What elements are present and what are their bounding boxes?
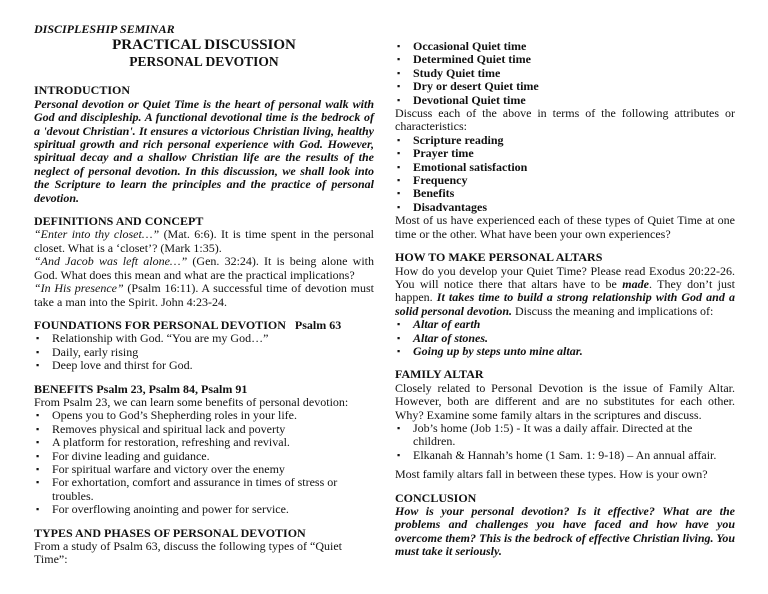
family-altar-text: Closely related to Personal Devotion is the issue of Family Altar. However, both are different and are no substitutes for each other. Why? Examine some family altars in the scriptures and discuss. xyxy=(395,380,735,422)
definition-closet-quote: “Enter into thy closet…” xyxy=(34,227,160,242)
seminar-label: DISCIPLESHIP SEMINAR xyxy=(34,22,175,36)
list-item: ▪ Elkanah & Hannah’s home (1 Sam. 1: 9-18) – An annual affair. xyxy=(397,447,717,462)
bullet-icon: ▪ xyxy=(397,449,401,460)
introduction-heading: INTRODUCTION xyxy=(34,83,131,98)
definition-presence xyxy=(34,282,374,309)
bullet-icon: ▪ xyxy=(397,319,401,330)
list-item: ▪ Benefits xyxy=(397,186,455,201)
right-column xyxy=(395,40,735,559)
family-altar-closing: Most family altars fall in between these types. How is your own? xyxy=(395,467,708,482)
page-title: PRACTICAL DISCUSSION xyxy=(112,37,296,54)
bullet-icon: ▪ xyxy=(397,81,401,92)
bullet-icon: ▪ xyxy=(397,134,401,145)
bullet-icon: ▪ xyxy=(397,422,401,433)
list-item: ▪ For exhortation, comfort and assurance in times of stress or troubles. xyxy=(36,475,338,503)
types-heading: TYPES AND PHASES OF PERSONAL DEVOTION xyxy=(34,525,306,540)
list-item: ▪ For divine leading and guidance. xyxy=(36,448,210,463)
introduction-text: Personal devotion or Quiet Time is the heart of personal walk with God and discipleship. A functional devotional time is the bedrock of a 'devout Christian'. It ensures a victorious Christian living, healthy spiritual growth and rich personal experience with God. However, spiritual decay and a shallow Christian life are the results of the neglect of personal devotion. In this discussion, we shall look into the Scripture to learn the principles and the practice of personal devotion. xyxy=(34,96,374,205)
conclusion-text: How is your personal devotion? Is it effective? What are the problems and challenges you have faced and how have you overcome them? This is the bedrock of effective Christian living. You must take it seriously. xyxy=(395,504,735,559)
list-item: ▪ Scripture reading xyxy=(397,132,504,147)
list-item: ▪ Job’s home (Job 1:5) - It was a daily affair. Directed at the children. xyxy=(397,420,693,449)
page-subtitle: PERSONAL DEVOTION xyxy=(129,54,279,70)
bullet-icon: ▪ xyxy=(36,450,40,461)
definition-alone-text: (Gen. 32:24). It is being alone with God. What does this mean and what are the practical implications? xyxy=(34,254,374,282)
bullet-icon: ▪ xyxy=(397,345,401,356)
conclusion-heading: CONCLUSION xyxy=(395,490,477,505)
bullet-icon: ▪ xyxy=(397,175,401,186)
list-item: ▪ Prayer time xyxy=(397,146,474,161)
foundations-heading: FOUNDATIONS FOR PERSONAL DEVOTION Psalm 63 xyxy=(34,317,342,332)
bullet-icon: ▪ xyxy=(36,423,40,434)
list-item: ▪ Removes physical and spiritual lack and poverty xyxy=(36,421,286,436)
definition-presence-quote: “In His presence” xyxy=(34,281,124,296)
family-altar-heading: FAMILY ALTAR xyxy=(395,367,484,382)
foundations-list xyxy=(34,332,374,372)
list-item: ▪ Deep love and thirst for God. xyxy=(36,358,193,373)
definition-presence-text: (Psalm 16:11). A successful time of devotion must take a man into the Spirit. John 4:23-24. xyxy=(34,281,374,309)
list-item: ▪ Altar of stones. xyxy=(397,330,489,345)
bullet-icon: ▪ xyxy=(397,94,401,105)
list-item: ▪ Dry or desert Quiet time xyxy=(397,79,539,94)
list-item: ▪ Emotional satisfaction xyxy=(397,159,528,174)
bullet-icon: ▪ xyxy=(36,360,40,371)
benefits-heading: BENEFITS Psalm 23, Psalm 84, Psalm 91 xyxy=(34,381,248,396)
altars-text: How do you develop your Quiet Time? Please read Exodus 20:22-26. You will notice there that altars have to be made. They don’t just happen. It takes time to build a strong relationship with God and a solid personal devotion. Discuss the meaning and implications of: xyxy=(395,263,736,318)
list-item: ▪ Altar of earth xyxy=(397,317,481,332)
altars-list xyxy=(395,318,735,358)
quiet-time-types-list xyxy=(395,40,735,107)
list-item: ▪ Devotional Quiet time xyxy=(397,92,526,107)
definition-alone-quote: “And Jacob was left alone…” xyxy=(34,254,188,269)
benefits-list xyxy=(34,409,374,516)
list-item: ▪ For overflowing anointing and power for service. xyxy=(36,502,289,517)
bullet-icon: ▪ xyxy=(397,332,401,343)
bullet-icon: ▪ xyxy=(397,201,401,212)
bullet-icon: ▪ xyxy=(397,188,401,199)
definition-closet xyxy=(34,228,374,255)
benefits-intro: From Psalm 23, we can learn some benefits of personal devotion: xyxy=(34,394,349,409)
altars-heading: HOW TO MAKE PERSONAL ALTARS xyxy=(395,250,603,265)
bullet-icon: ▪ xyxy=(36,346,40,357)
definition-closet-text: (Mat. 6:6). It is time spent in the personal closet. What is a ‘closet’? (Mark 1:35). xyxy=(34,227,374,255)
list-item: ▪ A platform for restoration, refreshing and revival. xyxy=(36,435,290,450)
bullet-icon: ▪ xyxy=(397,41,401,51)
list-item: ▪ Relationship with God. “You are my God…” xyxy=(36,331,269,346)
list-item: ▪ Opens you to God’s Shepherding roles in your life. xyxy=(36,408,297,423)
types-intro: From a study of Psalm 63, discuss the following types of “Quiet Time”: xyxy=(34,539,342,567)
bullet-icon: ▪ xyxy=(397,148,401,159)
list-item: ▪ Frequency xyxy=(397,173,468,188)
definitions-heading: DEFINITIONS AND CONCEPT xyxy=(34,214,204,229)
list-item: ▪ Going up by steps unto mine altar. xyxy=(397,343,583,358)
list-item: ▪ For spiritual warfare and victory over the enemy xyxy=(36,461,285,476)
bullet-icon: ▪ xyxy=(397,67,401,78)
list-item: ▪ Daily, early rising xyxy=(36,344,139,359)
family-altar-list xyxy=(395,422,735,462)
attributes-intro: Discuss each of the above in terms of the following attributes or characteristics: xyxy=(395,106,735,134)
definition-alone xyxy=(34,255,374,282)
list-item: ▪ Occasional Quiet time xyxy=(397,39,527,53)
bullet-icon: ▪ xyxy=(36,504,40,515)
bullet-icon: ▪ xyxy=(36,463,40,474)
list-item: ▪ Disadvantages xyxy=(397,199,488,214)
attributes-list xyxy=(395,134,735,214)
bullet-icon: ▪ xyxy=(397,161,401,172)
bullet-icon: ▪ xyxy=(36,333,40,344)
types-closing: Most of us have experienced each of these types of Quiet Time at one time or the other. What have been your own experiences? xyxy=(395,213,735,241)
list-item: ▪ Study Quiet time xyxy=(397,65,501,80)
bullet-icon: ▪ xyxy=(36,437,40,448)
bullet-icon: ▪ xyxy=(397,54,401,65)
list-item: ▪ Determined Quiet time xyxy=(397,52,531,67)
bullet-icon: ▪ xyxy=(36,410,40,421)
left-column xyxy=(34,23,374,567)
bullet-icon: ▪ xyxy=(36,477,40,488)
